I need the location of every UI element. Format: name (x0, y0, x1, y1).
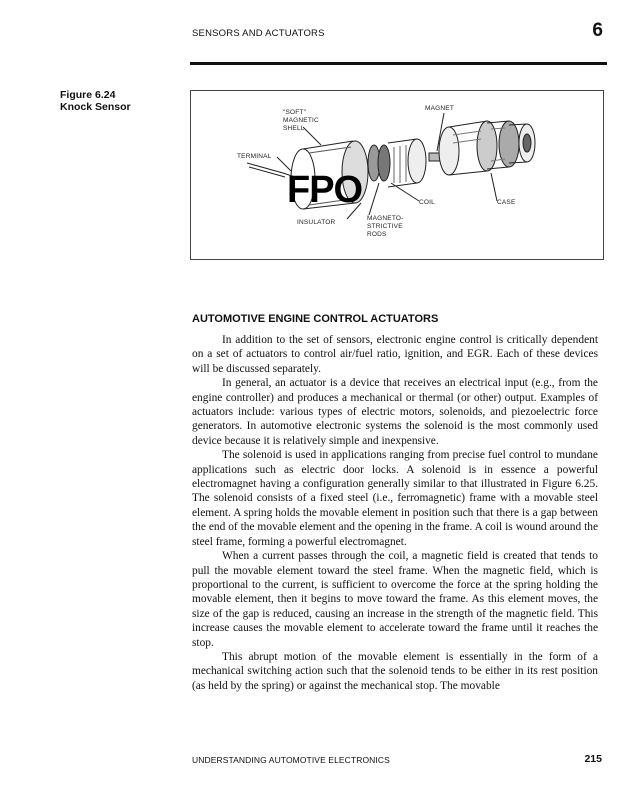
header-rule (190, 62, 607, 65)
section-heading: AUTOMOTIVE ENGINE CONTROL ACTUATORS (192, 313, 439, 325)
paragraph: In addition to the set of sensors, electronic engine control is critically dependent on a set of actuators to control air/fuel ratio, ignition, and EGR. Each of these devices will be discussed separately. (192, 334, 598, 375)
paragraph: When a current passes through the coil, a magnetic field is created that tends to pull the movable element toward the steel frame. When the magnetic field, which is proportional to the current, is sufficient to overcome the force at the spring holding the movable element, then it begins to move toward the frame. As this element moves, the size of the gap is reduced, causing an increase in the strength of the magnetic field. This increase causes the movable element to accelerate toward the frame until it reaches the stop. (192, 550, 598, 649)
figure-knock-sensor (190, 90, 604, 260)
footer-book-title: UNDERSTANDING AUTOMOTIVE ELECTRONICS (192, 755, 390, 765)
label-coil: COIL (419, 199, 435, 206)
label-magnet: MAGNET (425, 105, 455, 112)
figure-caption (60, 89, 131, 113)
figure-title: Knock Sensor (60, 101, 131, 113)
header-title: SENSORS AND ACTUATORS (192, 28, 325, 39)
leader-coil (391, 183, 419, 201)
leader-rods (369, 183, 379, 215)
body-text (192, 333, 598, 693)
label-insulator: INSULATOR (297, 219, 336, 226)
label-case: CASE (497, 199, 516, 206)
fpo-placeholder: FPO (287, 169, 363, 211)
label-soft-shell: "SOFT" MAGNETIC SHELL (283, 109, 319, 132)
label-magnetostrictive-rods: MAGNETO- STRICTIVE RODS (367, 215, 404, 238)
figure-number: Figure 6.24 (60, 89, 116, 101)
chapter-number: 6 (592, 20, 603, 41)
label-terminal: TERMINAL (237, 153, 272, 160)
paragraph: The solenoid is used in applications ranging from precise fuel control to mundane applications such as electric door locks. A solenoid is in essence a powerful electromagnet having a configuration generally similar to that illustrated in Figure 6.25. The solenoid consists of a fixed steel (i.e., ferromagnetic) frame with a movable steel element. A spring holds the movable element in position such that there is a gap between the end of the movable element and the opening in the frame. A coil is wound around the steel frame, forming a powerful electromagnet. (192, 449, 598, 548)
paragraph: This abrupt motion of the movable element is essentially in the form of a mechanical switching action such that the solenoid tends to be either in its rest position (as held by the spring) or against the mechanical stop. The movable (192, 650, 598, 692)
paragraph: In general, an actuator is a device that receives an electrical input (e.g., from the engine controller) and produces a mechanical or thermal (or other) output. Examples of actuators include: various types of electric motors, solenoids, and piezoelectric force generators. In automotive electronic systems the solenoid is the most commonly used device because it is relatively simple and inexpensive. (192, 377, 598, 447)
page-number: 215 (584, 753, 602, 765)
leader-case (491, 173, 497, 201)
